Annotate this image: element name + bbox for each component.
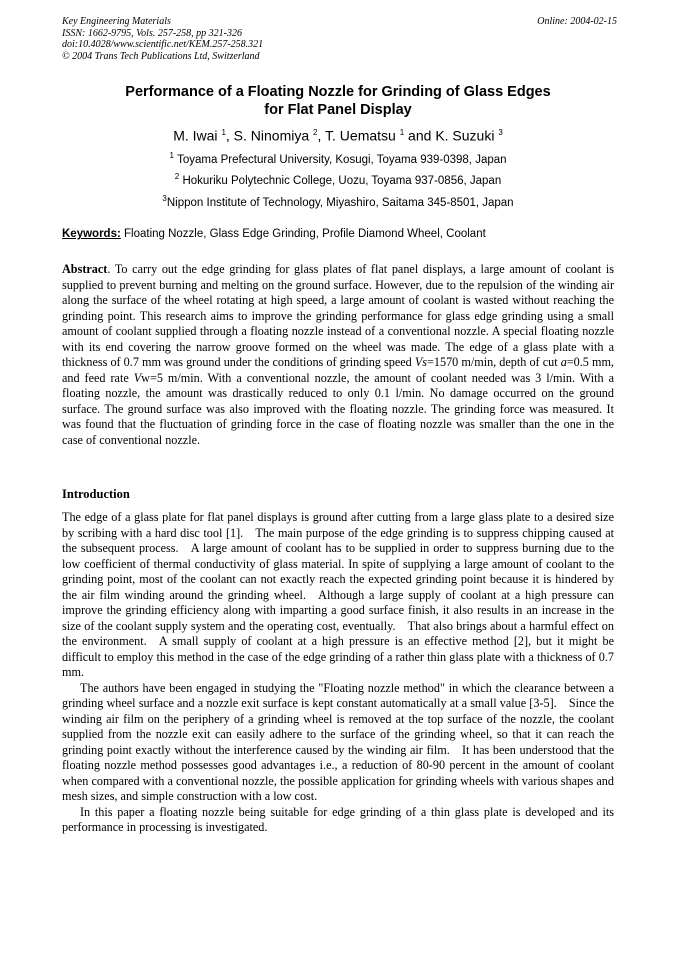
journal-header <box>62 16 617 62</box>
abstract-text: =1570 m/min, depth of cut <box>427 355 561 369</box>
journal-doi: doi:10.4028/www.scientific.net/KEM.257-258.321 <box>62 39 264 50</box>
introduction-paragraph: In this paper a floating nozzle being suitable for edge grinding of a thin glass plate is developed and its performance in processing is investigated. <box>62 804 614 834</box>
author-name: S. Ninomiya <box>233 127 310 144</box>
journal-copyright: © 2004 Trans Tech Publications Ltd, Switzerland <box>62 50 260 62</box>
affiliation-3 <box>62 192 614 210</box>
introduction-body <box>62 510 614 836</box>
paper-title <box>62 83 614 119</box>
author-affiliation-mark: 1 <box>221 128 226 137</box>
affiliation-1 <box>62 149 614 167</box>
journal-issn: ISSN: 1662-9795, Vols. 257-258, pp 321-326 <box>62 27 242 39</box>
author-name: T. Uematsu <box>325 127 396 144</box>
author-name: M. Iwai <box>173 127 218 144</box>
affiliation-number: 1 <box>169 151 174 160</box>
introduction-paragraph: The authors have been engaged in studying the "Floating nozzle method" in which the clearance between a grinding wheel surface and a nozzle exit surface is kept constant automatically at a small value [3-5]. Since the winding air film on the periphery of a grinding wheel is removed at the top surface of the nozzle, the coolant supplied from the nozzle exit can easily adhere to the surface of the grinding wheel, so that it can reach the grinding point exactly without the interference caused by the winding air film. It has been understood that the floating nozzle method possesses good advantages i.e., a reduction of 80-90 percent in the amount of coolant when compared with a conventional nozzle, the possible application for grinding wheels with various shapes and mesh sizes, and simple construction with a low cost. <box>62 680 614 803</box>
author-affiliation-mark: 1 <box>399 128 405 137</box>
journal-name: Key Engineering Materials <box>62 16 171 27</box>
abstract-text: =0.5 mm, and feed rate <box>62 355 614 385</box>
keywords <box>62 227 617 241</box>
introduction-heading: Introduction <box>62 487 130 501</box>
abstract-text: w=5 m/min. With a conventional nozzle, the amount of coolant needed was 3 l/min. With a floating nozzle, the amount was drastically reduced to only 0.1 l/min. No damage occurred on the ground surface. The ground surface was also improved with the floating nozzle. The grinding force was measured. It was found that the fluctuation of grinding force in the case of floating nozzle was smaller than the one in the case of conventional nozzle. <box>62 370 614 447</box>
affiliation-text: Hokuriku Polytechnic College, Uozu, Toyama 937-0856, Japan <box>182 174 502 187</box>
author-conjunction: and <box>404 127 436 144</box>
title-line-1: Performance of a Floating Nozzle for Grinding of Glass Edges <box>125 84 551 100</box>
title-line-2: for Flat Panel Display <box>264 102 412 118</box>
author-affiliation-mark: 2 <box>313 128 318 137</box>
abstract <box>62 262 614 448</box>
abstract-symbol: Vs <box>414 355 428 369</box>
author-affiliation-mark: 3 <box>498 128 503 137</box>
keywords-text: Floating Nozzle, Glass Edge Grinding, Profile Diamond Wheel, Coolant <box>124 228 486 240</box>
abstract-symbol: V <box>133 370 142 385</box>
abstract-label: Abstract <box>62 262 108 276</box>
author-name: K. Suzuki <box>435 127 495 144</box>
affiliation-number: 2 <box>174 172 180 181</box>
author-separator: , <box>317 127 326 144</box>
introduction-paragraph: The edge of a glass plate for flat panel displays is ground after cutting from a large glass plate to a desired size by scribing with a hard disc tool [1]. The main purpose of the edge grinding is to suppress chipping caused at the subsequent process. A large amount of coolant has to be supplied in order to suppress burning due to the low coefficient of thermal conductivity of glass material. In spite of supplying a large amount of coolant to the grinding point, most of the coolant can not exactly reach the expected grinding point because it is hindered by the air film winding around the grinding wheel. Although a large supply of coolant at a high pressure can improve the grinding efficiency along with imparting a good surface finish, it also results in an increase in the size of the coolant supply system and the operating cost, eventually. That also brings about a harmful effect on the environment. A small supply of coolant at a high pressure is an effective method [2], but it might be difficult to employ this method in the case of the edge grinding of a rather thin glass plate with a thickness of 0.7 mm. <box>62 510 614 679</box>
abstract-text: . To carry out the edge grinding for glass plates of flat panel displays, a large amount of coolant is supplied to prevent burning and melting on the ground surface. However, due to the repulsion of the winding air along the surface of the wheel rotating at high speed, a large amount of coolant is wasted without reaching the grinding point. This research aims to improve the grinding performance for glass edge grinding using a small amount of coolant supplied through a floating nozzle instead of a conventional nozzle. A special floating nozzle with its end covering the narrow groove formed on the wheel was made. The edge of a glass plate with a thickness of 0.7 mm was ground under the conditions of grinding speed <box>62 262 614 369</box>
author-list <box>62 124 614 145</box>
keywords-label: Keywords: <box>62 228 121 240</box>
affiliation-number: 3 <box>162 194 167 203</box>
affiliation-text: Nippon Institute of Technology, Miyashiro, Saitama 345-8501, Japan <box>166 196 514 209</box>
abstract-symbol: a <box>560 355 567 369</box>
author-separator: , <box>225 127 234 144</box>
online-date: Online: 2004-02-15 <box>537 16 617 27</box>
affiliation-text: Toyama Prefectural University, Kosugi, Toyama 939-0398, Japan <box>177 153 507 166</box>
affiliation-2 <box>62 170 614 188</box>
